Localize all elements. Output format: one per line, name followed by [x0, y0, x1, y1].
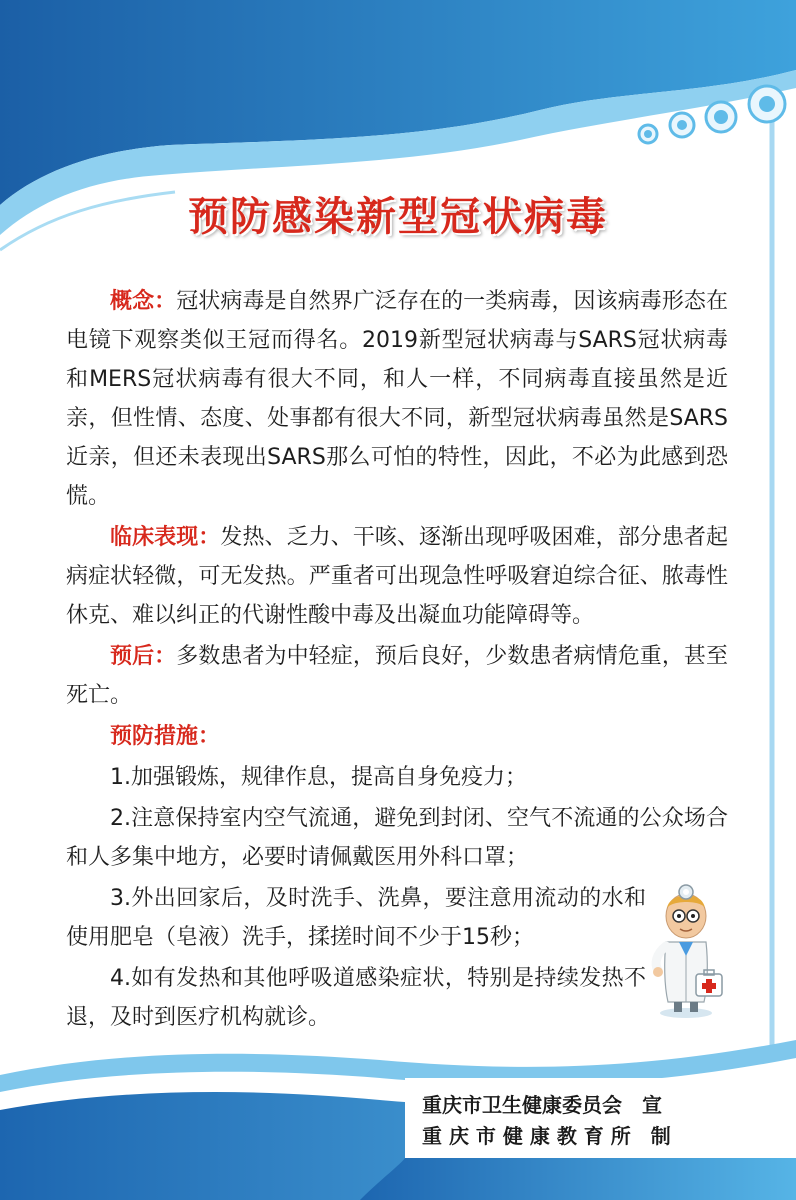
prognosis-paragraph — [66, 637, 728, 715]
footer-panel-curve — [360, 1158, 796, 1200]
prognosis-label: 预后： — [110, 644, 177, 669]
prevention-item: 4.如有发热和其他呼吸道感染症状，特别是持续发热不退，及时到医疗机构就诊。 — [66, 966, 646, 1030]
footer-attribution — [422, 1090, 722, 1152]
prognosis-text: 多数患者为中轻症，预后良好，少数患者病情危重，甚至死亡。 — [66, 644, 728, 708]
prevention-item: 1.加强锻炼，规律作息，提高自身免疫力； — [110, 765, 527, 790]
clinical-label: 临床表现： — [110, 525, 221, 550]
concept-text: 冠状病毒是自然界广泛存在的一类病毒，因该病毒形态在电镜下观察类似王冠而得名。2019新型冠状病毒与SARS冠状病毒和MERS冠状病毒有很大不同，和人一样，不同病毒直接虽然是近亲，但性情、态度、处事都有很大不同，新型冠状病毒虽然是SARS近亲，但还未表现出SARS那么可怕的特性，因此，不必为此感到恐慌。 — [66, 289, 728, 509]
doctor-illustration — [646, 880, 726, 1020]
clinical-text: 发热、乏力、干咳、逐渐出现呼吸困难，部分患者起病症状轻微，可无发热。严重者可出现急性呼吸窘迫综合征、脓毒性休克、难以纠正的代谢性酸中毒及出凝血功能障碍等。 — [66, 525, 728, 628]
prevention-label: 预防措施： — [110, 724, 221, 749]
clinical-paragraph — [66, 518, 728, 635]
prevention-heading — [66, 717, 728, 756]
concept-paragraph — [66, 282, 728, 516]
prevention-item: 3.外出回家后，及时洗手、洗鼻，要注意用流动的水和使用肥皂（皂液）洗手，揉搓时间不少于15秒； — [66, 886, 646, 950]
concept-label: 概念： — [110, 289, 177, 314]
page-title: 预防感染新型冠状病毒 — [188, 194, 608, 240]
footer-line-publisher: 重庆市卫生健康委员会 宣 — [422, 1093, 662, 1117]
prevention-item: 2.注意保持室内空气流通，避免到封闭、空气不流通的公众场合和人多集中地方，必要时请佩戴医用外科口罩； — [66, 806, 728, 870]
footer-line-producer: 重 庆 市 健 康 教 育 所 制 — [422, 1124, 671, 1148]
poster-content — [66, 282, 728, 1039]
